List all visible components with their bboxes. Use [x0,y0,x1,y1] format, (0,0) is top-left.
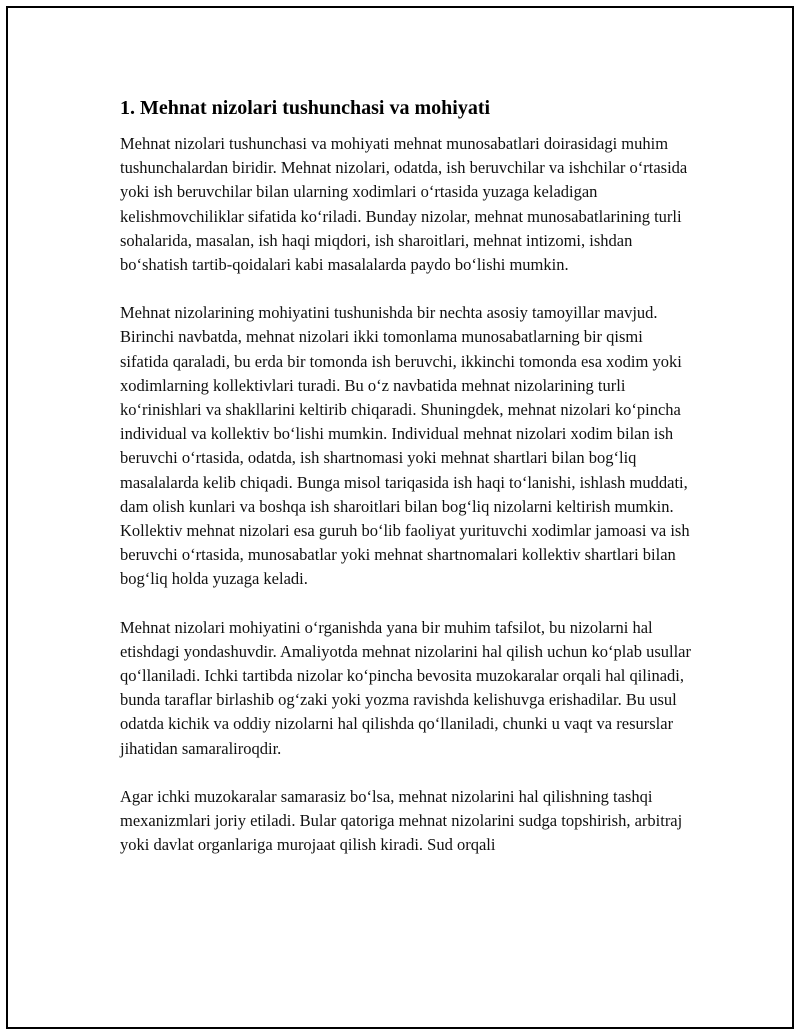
page-frame [6,6,794,1029]
paragraph-3: Mehnat nizolari mohiyatini o‘rganishda yana bir muhim tafsilot, bu nizolarni hal etishdagi yondashuvdir. Amaliyotda mehnat nizolarini hal qilish uchun ko‘plab usullar qo‘llaniladi. Ichki tartibda nizolar ko‘pincha bevosita muzokaralar orqali hal qilinadi, bunda taraflar birlashib og‘zaki yoki yozma ravishda kelishuvga erishadilar. Bu usul odatda kichik va oddiy nizolarni hal qilishda qo‘llaniladi, chunki u vaqt va resurslar jihatidan samaraliroqdir. [120,617,691,758]
document-body [120,94,692,857]
section-heading: 1. Mehnat nizolari tushunchasi va mohiyati [120,97,491,119]
paragraph-4: Agar ichki muzokaralar samarasiz bo‘lsa, mehnat nizolarini hal qilishning tashqi mexanizmlari joriy etiladi. Bular qatoriga mehnat nizolarini sudga topshirish, arbitraj yoki davlat organlariga murojaat qilish kiradi. Sud orqali [120,786,683,855]
paragraph-1: Mehnat nizolari tushunchasi va mohiyati mehnat munosabatlari doirasidagi muhim tushunchalardan biridir. Mehnat nizolari, odatda, ish beruvchilar va ishchilar o‘rtasida yoki ish beruvchilar bilan ularning xodimlari o‘rtasida yuzaga keladigan kelishmovchiliklar sifatida ko‘riladi. Bunday nizolar, mehnat munosabatlarining turli sohalarida, masalan, ish haqi miqdori, ish sharoitlari, mehnat intizomi, ishdan bo‘shatish tartib-qoidalari kabi masalalarda paydo bo‘lishi mumkin. [120,134,688,275]
paragraph-2: Mehnat nizolarining mohiyatini tushunishda bir nechta asosiy tamoyillar mavjud. Birinchi navbatda, mehnat nizolari ikki tomonlama munosabatlarning bir qismi sifatida qaraladi, bu erda bir tomonda ish beruvchi, ikkinchi tomonda esa xodim yoki xodimlarning kollektivlari turadi. Bu o‘z navbatida mehnat nizolarining turli ko‘rinishlari va shakllarini keltirib chiqaradi. Shuningdek, mehnat nizolari ko‘pincha individual va kollektiv bo‘lishi mumkin. Individual mehnat nizolari xodim bilan ish beruvchi o‘rtasida, odatda, ish shartnomasi yoki mehnat shartlari bilan bog‘liq masalalarda kelib chiqadi. Bunga misol tariqasida ish haqi to‘lanishi, ishlash muddati, dam olish kunlari va boshqa ish sharoitlari bilan bog‘liq nizolarni keltirish mumkin. Kollektiv mehnat nizolari esa guruh bo‘lib faoliyat yurituvchi xodimlar jamoasi va ish beruvchi o‘rtasida, munosabatlar yoki mehnat shartnomalari kollektiv shartlari bilan bog‘liq holda yuzaga keladi. [120,303,690,589]
